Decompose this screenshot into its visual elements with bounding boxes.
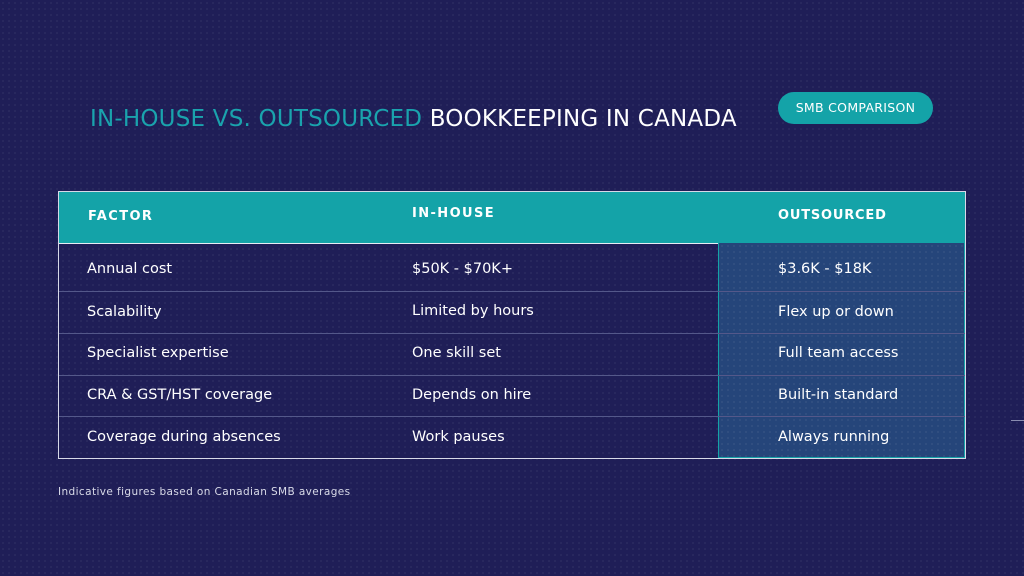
title-main: BOOKKEEPING IN CANADA bbox=[429, 106, 737, 132]
page-title bbox=[90, 104, 737, 134]
cell-factor: CRA & GST/HST coverage bbox=[87, 387, 273, 403]
table-row bbox=[59, 292, 965, 334]
cell-outsourced: Built-in standard bbox=[778, 387, 899, 403]
table-row bbox=[59, 334, 965, 376]
table-header bbox=[59, 192, 965, 244]
cell-in-house: Limited by hours bbox=[412, 303, 534, 319]
cell-factor: Specialist expertise bbox=[87, 345, 229, 361]
cell-factor: Scalability bbox=[87, 304, 162, 320]
cell-in-house: $50K - $70K+ bbox=[412, 261, 513, 277]
cell-in-house: Depends on hire bbox=[412, 387, 532, 403]
table-row bbox=[59, 243, 965, 292]
comparison-badge: SMB COMPARISON bbox=[778, 92, 933, 124]
cell-outsourced: Always running bbox=[778, 429, 890, 445]
cell-factor: Annual cost bbox=[87, 261, 173, 277]
title-accent: IN-HOUSE VS. OUTSOURCED bbox=[90, 106, 423, 132]
table-row bbox=[59, 417, 965, 458]
cell-outsourced: Flex up or down bbox=[778, 304, 894, 320]
footnote: Indicative figures based on Canadian SMB averages bbox=[58, 486, 351, 498]
comparison-table bbox=[58, 191, 966, 459]
table-row bbox=[59, 376, 965, 417]
cell-in-house: One skill set bbox=[412, 345, 501, 361]
cell-outsourced: Full team access bbox=[778, 345, 899, 361]
cell-in-house: Work pauses bbox=[412, 429, 505, 445]
cell-outsourced: $3.6K - $18K bbox=[778, 261, 872, 277]
header-outsourced: OUTSOURCED bbox=[778, 208, 887, 223]
header-factor: FACTOR bbox=[88, 209, 154, 224]
cell-factor: Coverage during absences bbox=[87, 429, 281, 445]
edge-divider bbox=[1011, 420, 1024, 421]
header-in-house: IN-HOUSE bbox=[412, 206, 496, 221]
